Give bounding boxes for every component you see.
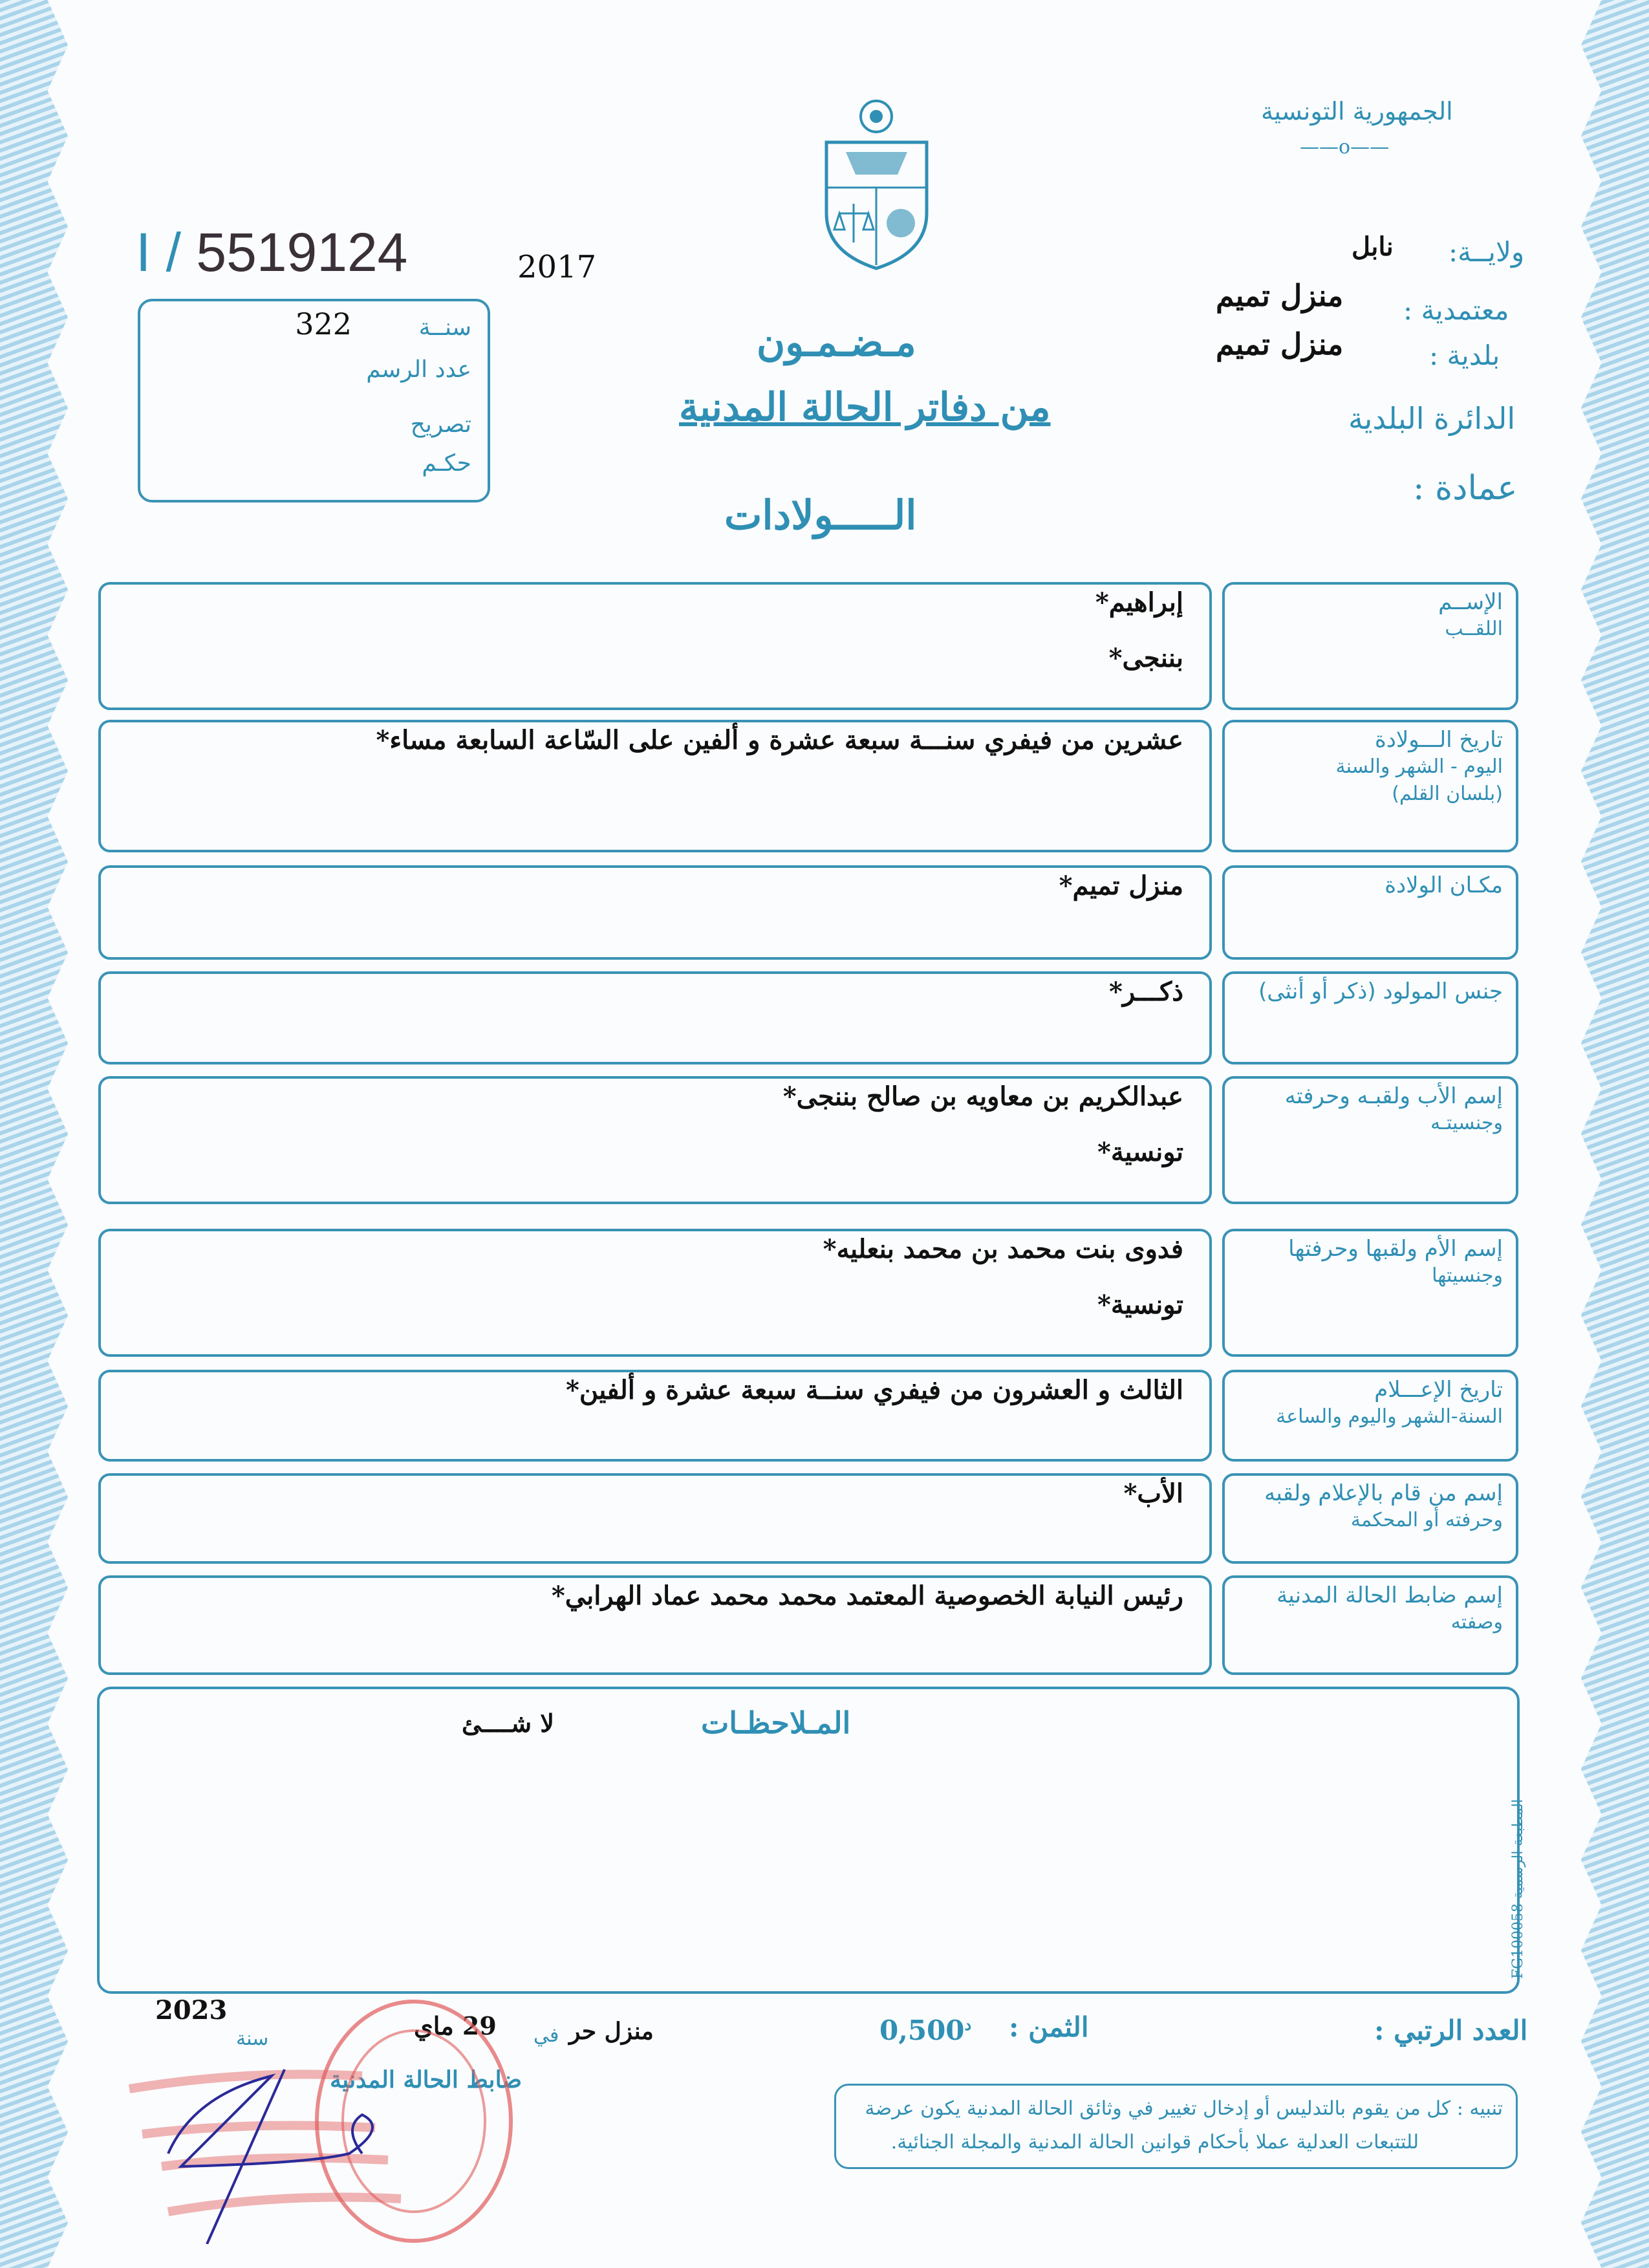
row-birth-place-label (1222, 865, 1518, 960)
label-line: إسم الأب ولقبـه وحرفته (1284, 1083, 1503, 1109)
label-line: جنس المولود (ذكر أو أنثى) (1258, 978, 1503, 1004)
row-civil-officer-label (1222, 1575, 1518, 1675)
label-line: (بلسان القلم) (1392, 783, 1503, 805)
official-stamp-icon (116, 1998, 601, 2244)
governorate-value: نابل (1352, 232, 1394, 262)
municipal-district-label: الدائرة البلدية (1348, 401, 1516, 436)
label-line: إسم ضابط الحالة المدنية (1277, 1582, 1503, 1608)
label-line: إسم من قام بالإعلام ولقبه (1264, 1480, 1503, 1506)
remarks-value: لا شــــئ (462, 1709, 554, 1738)
row-mother-label (1222, 1229, 1518, 1357)
row-label (1225, 1079, 1516, 1137)
label-line: الإســم (1438, 589, 1503, 615)
title-registers: من دفاتر الحالة المدنية (679, 385, 1051, 430)
remarks-box (97, 1687, 1520, 1994)
row-name-surname-value (98, 582, 1212, 710)
row-label (1225, 1578, 1516, 1636)
row-label (1225, 1372, 1516, 1431)
sector-label: عمادة : (1413, 469, 1518, 508)
title-extract: مـضـمـون (757, 320, 916, 365)
field-value: الثالث و العشرون من فيفري سنــة سبعة عشرة و ألفين* (565, 1375, 1183, 1405)
tunisia-coat-of-arms-icon (820, 97, 933, 272)
governorate-label: ولايــة: (1449, 236, 1525, 268)
delegation-label: معتمدية : (1403, 294, 1509, 326)
row-birth-place-value (98, 865, 1212, 960)
municipality-label: بلدية : (1429, 340, 1500, 371)
date-prefix: في (534, 2024, 559, 2047)
row-sex-label (1222, 971, 1518, 1064)
issue-year: 2023 (155, 1995, 228, 2025)
registry-year: 2017 (517, 249, 597, 285)
row-label (1225, 585, 1516, 643)
field-value: عبدالكريم بن معاويه بن صالح بننجى* (782, 1081, 1183, 1112)
republic-title: الجمهورية التونسية (1261, 97, 1453, 125)
legal-notice-line2: للتتبعات العدلية عملا بأحكام قوانين الحالة المدنية والمجلة الجنائية. (890, 2131, 1419, 2154)
act-number-value: 322 (295, 307, 352, 341)
label-line: وصفته (1450, 1611, 1503, 1634)
row-name-surname-label (1222, 582, 1518, 710)
label-line: وحرفته أو المحكمة (1350, 1509, 1503, 1531)
delegation-value: منزل تميم (1216, 278, 1344, 313)
municipality-value: منزل تميم (1216, 327, 1344, 362)
declaration-label: تصريح (410, 411, 471, 438)
field-value: تونسية* (1097, 1137, 1183, 1167)
issue-place: منزل حر (569, 2018, 654, 2045)
row-label (1225, 1231, 1516, 1290)
judgment-label: حكـم (422, 450, 471, 477)
field-value: الأب* (1123, 1478, 1183, 1509)
row-father-label (1222, 1076, 1518, 1204)
year-label: سنــة (418, 314, 471, 341)
security-border-left (0, 0, 68, 2268)
label-line: اليوم - الشهر والسنة (1335, 755, 1503, 778)
printer-mark: المطبعة الرسمية FG100058 (1510, 1799, 1526, 1979)
label-line: تاريخ الـــولادة (1374, 727, 1503, 753)
row-label (1225, 1476, 1516, 1534)
registry-box (138, 299, 490, 502)
price-label: الثمن : (1009, 2011, 1089, 2043)
label-line: تاريخ الإعـــلام (1374, 1377, 1503, 1403)
label-line: وجنسيتـه (1430, 1112, 1503, 1134)
label-line: مكـان الولادة (1385, 872, 1503, 898)
row-declaration-date-label (1222, 1370, 1518, 1462)
serial-prefix: I / (136, 222, 182, 283)
officer-label: ضابط الحالة المدنية (330, 2066, 523, 2093)
label-line: اللقــب (1445, 618, 1503, 640)
serial-label: العدد الرتبي : (1374, 2014, 1528, 2046)
row-label (1225, 868, 1516, 899)
field-value: إبراهيم* (1095, 587, 1183, 618)
ornament: ——o—— (1300, 136, 1390, 158)
legal-notice-line1: تنبيه : كل من يقوم بالتدليس أو إدخال تغيير في وثائق الحالة المدنية يكون عرضة (865, 2097, 1503, 2120)
row-mother-value (98, 1229, 1212, 1357)
row-sex-value (98, 971, 1212, 1064)
field-value: عشرين من فيفري سنـــة سبعة عشرة و ألفين على السّاعة السابعة مساء* (376, 725, 1183, 755)
row-label (1225, 722, 1516, 808)
row-birth-date-label (1222, 720, 1518, 852)
field-value: ذكـــر* (1109, 977, 1183, 1007)
row-civil-officer-value (98, 1575, 1212, 1675)
field-value: رئيس النيابة الخصوصية المعتمد محمد محمد عماد الهرابي* (551, 1581, 1183, 1611)
row-label (1225, 974, 1516, 1005)
row-declarant-value (98, 1473, 1212, 1564)
issue-date: 29 ماي (414, 2011, 497, 2040)
serial-digits: 5519124 (196, 222, 408, 283)
price-unit: د (964, 2015, 972, 2034)
row-declarant-label (1222, 1473, 1518, 1564)
field-value: بننجى* (1108, 643, 1183, 673)
field-value: فدوى بنت محمد بن محمد بنعليه* (823, 1234, 1183, 1264)
price-value (879, 2014, 971, 2046)
label-line: السنة-الشهر واليوم والساعة (1276, 1405, 1503, 1428)
section-births: الـــــولادات (724, 491, 917, 539)
label-line: إسم الأم ولقبها وحرفتها (1288, 1236, 1503, 1262)
remarks-label: المـلاحظـات (701, 1705, 851, 1740)
year-label-footer: سنة (236, 2027, 269, 2050)
price-amount: 0,500 (879, 2014, 965, 2046)
act-number-label: عدد الرسم (366, 356, 471, 383)
row-declaration-date-value (98, 1370, 1212, 1462)
field-value: تونسية* (1097, 1290, 1183, 1320)
field-value: منزل تميم* (1059, 870, 1183, 901)
row-birth-date-value (98, 720, 1212, 852)
security-border-right (1581, 0, 1649, 2268)
legal-notice-box (834, 2084, 1518, 2169)
serial-number (136, 220, 407, 285)
label-line: وجنسيتها (1432, 1264, 1503, 1287)
row-father-value (98, 1076, 1212, 1204)
